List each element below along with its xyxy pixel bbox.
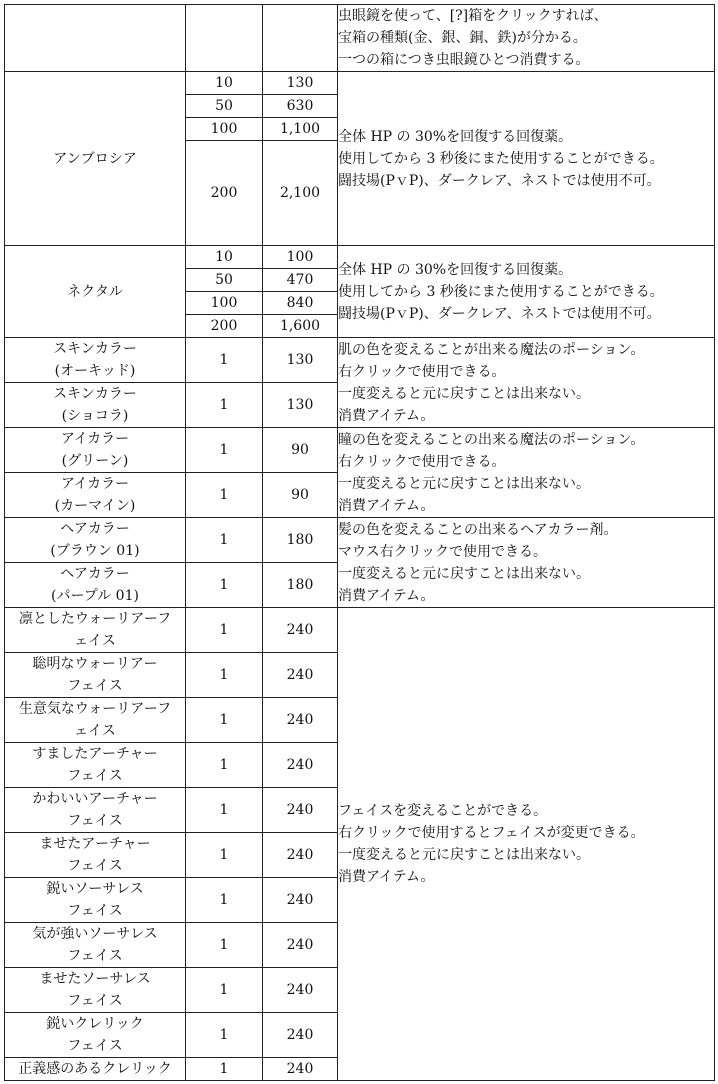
price-cell: 470 xyxy=(263,269,338,292)
price-cell: 180 xyxy=(263,563,338,608)
quantity-cell: 1 xyxy=(186,1058,263,1081)
description-line: 一度変えると元に戻すことは出来ない。 xyxy=(338,475,590,492)
quantity-cell: 1 xyxy=(186,878,263,923)
item-name-cell: ヘアカラー (パープル 01) xyxy=(5,563,186,608)
description-line: 闘技場(PｖP)、ダークレア、ネストでは使用不可。 xyxy=(338,172,661,189)
quantity-cell: 1 xyxy=(186,1013,263,1058)
quantity-cell: 1 xyxy=(186,968,263,1013)
description-line: 使用してから 3 秒後にまた使用することができる。 xyxy=(338,150,664,167)
item-name-cell: アイカラー (グリーン) xyxy=(5,428,186,473)
description-line: 闘技場(PｖP)、ダークレア、ネストでは使用不可。 xyxy=(338,305,661,322)
description-line: 宝箱の種類(金、銀、銅、鉄)が分かる。 xyxy=(338,30,587,46)
quantity-cell: 1 xyxy=(186,653,263,698)
item-name-cell: ネクタル xyxy=(5,246,186,338)
item-name-cell: かわいいアーチャー フェイス xyxy=(5,788,186,833)
item-price-table xyxy=(4,4,715,1081)
table-row xyxy=(5,72,715,95)
quantity-cell: 1 xyxy=(186,608,263,653)
description-cell xyxy=(338,518,715,608)
price-cell: 130 xyxy=(263,338,338,383)
item-name-cell: 正義感のあるクレリック xyxy=(5,1058,186,1081)
item-name-cell: スキンカラー (ショコラ) xyxy=(5,383,186,428)
description-cell xyxy=(338,72,715,246)
quantity-cell: 1 xyxy=(186,338,263,383)
quantity-cell: 1 xyxy=(186,788,263,833)
quantity-cell: 1 xyxy=(186,743,263,788)
price-cell: 2,100 xyxy=(263,141,338,246)
price-cell: 840 xyxy=(263,292,338,315)
item-name-cell: 凛としたウォーリアーフ ェイス xyxy=(5,608,186,653)
description-line: 消費アイテム。 xyxy=(338,587,435,604)
description-cell xyxy=(338,5,715,72)
description-cell xyxy=(338,338,715,428)
table-row xyxy=(5,5,715,72)
quantity-cell: 1 xyxy=(186,383,263,428)
description-line: マウス右クリックで使用できる。 xyxy=(338,543,548,560)
description-line: 一つの箱につき虫眼鏡ひとつ消費する。 xyxy=(338,52,590,68)
description-cell xyxy=(338,428,715,518)
price-cell: 240 xyxy=(263,968,338,1013)
quantity-cell: 1 xyxy=(186,698,263,743)
description-line: 消費アイテム。 xyxy=(338,407,435,424)
item-name-cell: ませたソーサレス フェイス xyxy=(5,968,186,1013)
quantity-cell: 10 xyxy=(186,246,263,269)
description-line: 一度変えると元に戻すことは出来ない。 xyxy=(338,385,590,402)
price-cell: 1,600 xyxy=(263,315,338,338)
quantity-cell: 50 xyxy=(186,269,263,292)
description-cell xyxy=(338,608,715,1081)
quantity-cell: 10 xyxy=(186,72,263,95)
description-line: フェイスを変えることができる。 xyxy=(338,803,548,819)
quantity-cell: 100 xyxy=(186,118,263,141)
quantity-cell: 1 xyxy=(186,518,263,563)
table-row xyxy=(5,608,715,653)
description-line: 消費アイテム。 xyxy=(338,869,435,885)
table-row xyxy=(5,246,715,269)
description-line: 瞳の色を変えることの出来る魔法のポーション。 xyxy=(338,431,645,448)
price-cell: 240 xyxy=(263,923,338,968)
price-cell: 240 xyxy=(263,743,338,788)
item-name-cell: スキンカラー (オーキッド) xyxy=(5,338,186,383)
quantity-cell: 200 xyxy=(186,141,263,246)
price-cell: 240 xyxy=(263,1058,338,1081)
description-cell xyxy=(338,246,715,338)
price-cell: 240 xyxy=(263,788,338,833)
quantity-cell xyxy=(186,5,263,72)
item-name-cell: 鋭いソーサレス フェイス xyxy=(5,878,186,923)
item-name-cell: 聡明なウォーリアー フェイス xyxy=(5,653,186,698)
item-name-cell: すましたアーチャー フェイス xyxy=(5,743,186,788)
description-line: 虫眼鏡を使って、[?]箱をクリックすれば、 xyxy=(338,8,608,24)
item-name-cell: 生意気なウォーリアーフ ェイス xyxy=(5,698,186,743)
price-cell: 630 xyxy=(263,95,338,118)
description-line: 一度変えると元に戻すことは出来ない。 xyxy=(338,847,590,863)
item-name-cell: ませたアーチャー フェイス xyxy=(5,833,186,878)
quantity-cell: 200 xyxy=(186,315,263,338)
price-cell: 90 xyxy=(263,428,338,473)
item-name-cell: 気が強いソーサレス フェイス xyxy=(5,923,186,968)
table-row xyxy=(5,518,715,563)
quantity-cell: 100 xyxy=(186,292,263,315)
price-cell: 240 xyxy=(263,653,338,698)
item-name-cell: アンブロシア xyxy=(5,72,186,246)
description-line: 右クリックで使用できる。 xyxy=(338,453,506,470)
price-cell xyxy=(263,5,338,72)
quantity-cell: 1 xyxy=(186,563,263,608)
description-line: 全体 HP の 30%を回復する回復薬。 xyxy=(338,261,573,278)
description-line: 右クリックで使用するとフェイスが変更できる。 xyxy=(338,825,645,841)
description-line: 一度変えると元に戻すことは出来ない。 xyxy=(338,565,590,582)
item-name-cell: ヘアカラー (ブラウン 01) xyxy=(5,518,186,563)
description-line: 消費アイテム。 xyxy=(338,497,435,514)
description-line: 全体 HP の 30%を回復する回復薬。 xyxy=(338,128,573,145)
item-name-cell xyxy=(5,5,186,72)
price-cell: 240 xyxy=(263,608,338,653)
table-row xyxy=(5,428,715,473)
price-cell: 1,100 xyxy=(263,118,338,141)
price-cell: 240 xyxy=(263,698,338,743)
price-cell: 130 xyxy=(263,72,338,95)
price-cell: 90 xyxy=(263,473,338,518)
quantity-cell: 1 xyxy=(186,473,263,518)
item-name-cell: 鋭いクレリック フェイス xyxy=(5,1013,186,1058)
quantity-cell: 1 xyxy=(186,428,263,473)
quantity-cell: 50 xyxy=(186,95,263,118)
quantity-cell: 1 xyxy=(186,833,263,878)
quantity-cell: 1 xyxy=(186,923,263,968)
price-cell: 240 xyxy=(263,1013,338,1058)
price-cell: 130 xyxy=(263,383,338,428)
price-cell: 180 xyxy=(263,518,338,563)
item-table-body xyxy=(5,5,715,1081)
price-cell: 240 xyxy=(263,878,338,923)
table-row xyxy=(5,338,715,383)
price-cell: 240 xyxy=(263,833,338,878)
price-cell: 100 xyxy=(263,246,338,269)
item-name-cell: アイカラー (カーマイン) xyxy=(5,473,186,518)
description-line: 髪の色を変えることの出来るヘアカラー剤。 xyxy=(338,521,618,538)
description-line: 右クリックで使用できる。 xyxy=(338,363,506,380)
description-line: 肌の色を変えることが出来る魔法のポーション。 xyxy=(338,341,645,358)
description-line: 使用してから 3 秒後にまた使用することができる。 xyxy=(338,283,664,300)
